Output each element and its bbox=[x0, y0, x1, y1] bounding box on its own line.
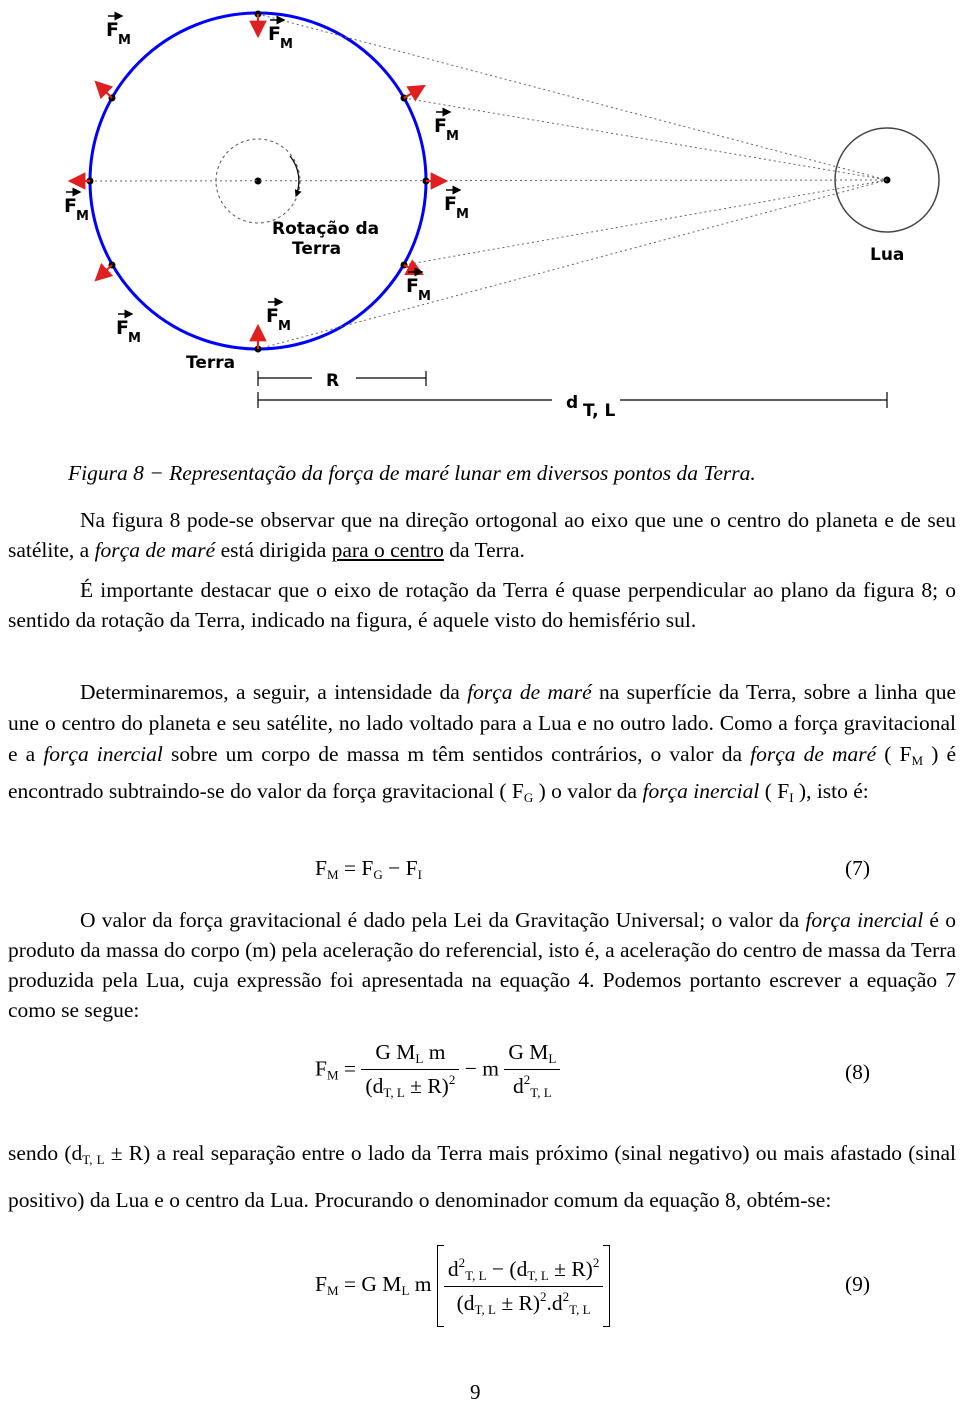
equation-9-number: (9) bbox=[845, 1272, 871, 1296]
r-label: R bbox=[326, 371, 340, 391]
paragraph-2: É importante destacar que o eixo de rotação da Terra é quase perpendicular ao plano da figura 8; o sentido da rotação da Terra, indicado na figura, é aquele visto do hemisfério sul. bbox=[8, 578, 956, 632]
rotation-label-1: Rotação da bbox=[272, 219, 380, 239]
d-label-sub: T, L bbox=[583, 401, 616, 421]
svg-text:M: M bbox=[118, 33, 131, 48]
svg-text:F: F bbox=[444, 193, 457, 215]
tidal-force-figure bbox=[0, 0, 960, 440]
svg-text:F: F bbox=[268, 23, 281, 45]
paragraph-4: O valor da força gravitacional é dado pela Lei da Gravitação Universal; o valor da força inercial é o produto da massa do corpo (m) pela aceleração do referencial, isto é, a aceleração do centro de massa da Terra produzida pela Lua, cuja expressão foi apresentada na equação 4. Podemos portanto escrever a equação 7 como se segue: bbox=[8, 908, 956, 1022]
moon-label: Lua bbox=[870, 245, 905, 265]
equation-7: $F_M = F_G - F_I$ bbox=[315, 856, 422, 882]
page-number: 9 bbox=[470, 1380, 481, 1404]
svg-text:F: F bbox=[406, 275, 419, 297]
rotation-label-2: Terra bbox=[292, 239, 342, 259]
paragraph-1: Na figura 8 pode-se observar que na direção ortogonal ao eixo que une o centro do planeta e de seu satélite, a força de maré está dirigida para o centro da Terra. bbox=[8, 508, 956, 562]
svg-text:M: M bbox=[128, 331, 141, 346]
earth-label: Terra bbox=[186, 353, 236, 373]
svg-text:M: M bbox=[456, 207, 469, 222]
svg-text:F: F bbox=[64, 195, 77, 217]
equation-7-number: (7) bbox=[845, 856, 871, 880]
equation-9: $F_M = G$ $M_L$ m $\frac{d^2_{T, L} - (d_{T, L} \pm R)^2}{(d_{T, L} \pm R)^2.d^2_{T, L}}$ bbox=[315, 1245, 610, 1327]
svg-text:M: M bbox=[76, 209, 89, 224]
svg-text:M: M bbox=[278, 319, 291, 334]
svg-text:M: M bbox=[446, 129, 459, 144]
svg-text:F: F bbox=[106, 19, 119, 41]
equation-8-number: (8) bbox=[845, 1060, 871, 1084]
dashed-lines bbox=[90, 14, 887, 349]
svg-text:M: M bbox=[280, 37, 293, 52]
svg-text:F: F bbox=[116, 317, 129, 339]
d-label: d bbox=[566, 393, 579, 413]
svg-text:F: F bbox=[266, 305, 279, 327]
figure-caption: Figura 8 − Representação da força de maré lunar em diversos pontos da Terra. bbox=[68, 461, 756, 485]
equation-8: $F_M$ = $\frac{G M_L m}{(d_{T, L} \pm R)^2}$ − m $\frac{G M_L}{d^2_{T, L}}$ bbox=[315, 1040, 560, 1101]
svg-text:M: M bbox=[418, 289, 431, 304]
svg-text:F: F bbox=[434, 115, 447, 137]
rotation-arrow bbox=[290, 156, 299, 196]
paragraph-5: sendo $(d_{T, L} \pm R)$ a real separação entre o lado da Terra mais próximo (sinal negativo) ou mais afastado (sinal positivo) da Lua e o centro da Lua. Procurando o denominador comum da equação 8, obtém-se: bbox=[8, 1141, 956, 1212]
paragraph-3: Determinaremos, a seguir, a intensidade da força de maré na superfície da Terra, sobre a linha que une o centro do planeta e seu satélite, no lado voltado para a Lua e no outro lado. Como a força gravitacional e a força inercial sobre um corpo de massa m têm sentidos contrários, o valor da força de maré ( $F_M$ ) é encontrado subtraindo-se do valor da força gravitacional ( $F_G$ ) o valor da força inercial ( $F_I$ ), isto é: bbox=[8, 680, 957, 805]
r-dimension bbox=[258, 371, 426, 386]
